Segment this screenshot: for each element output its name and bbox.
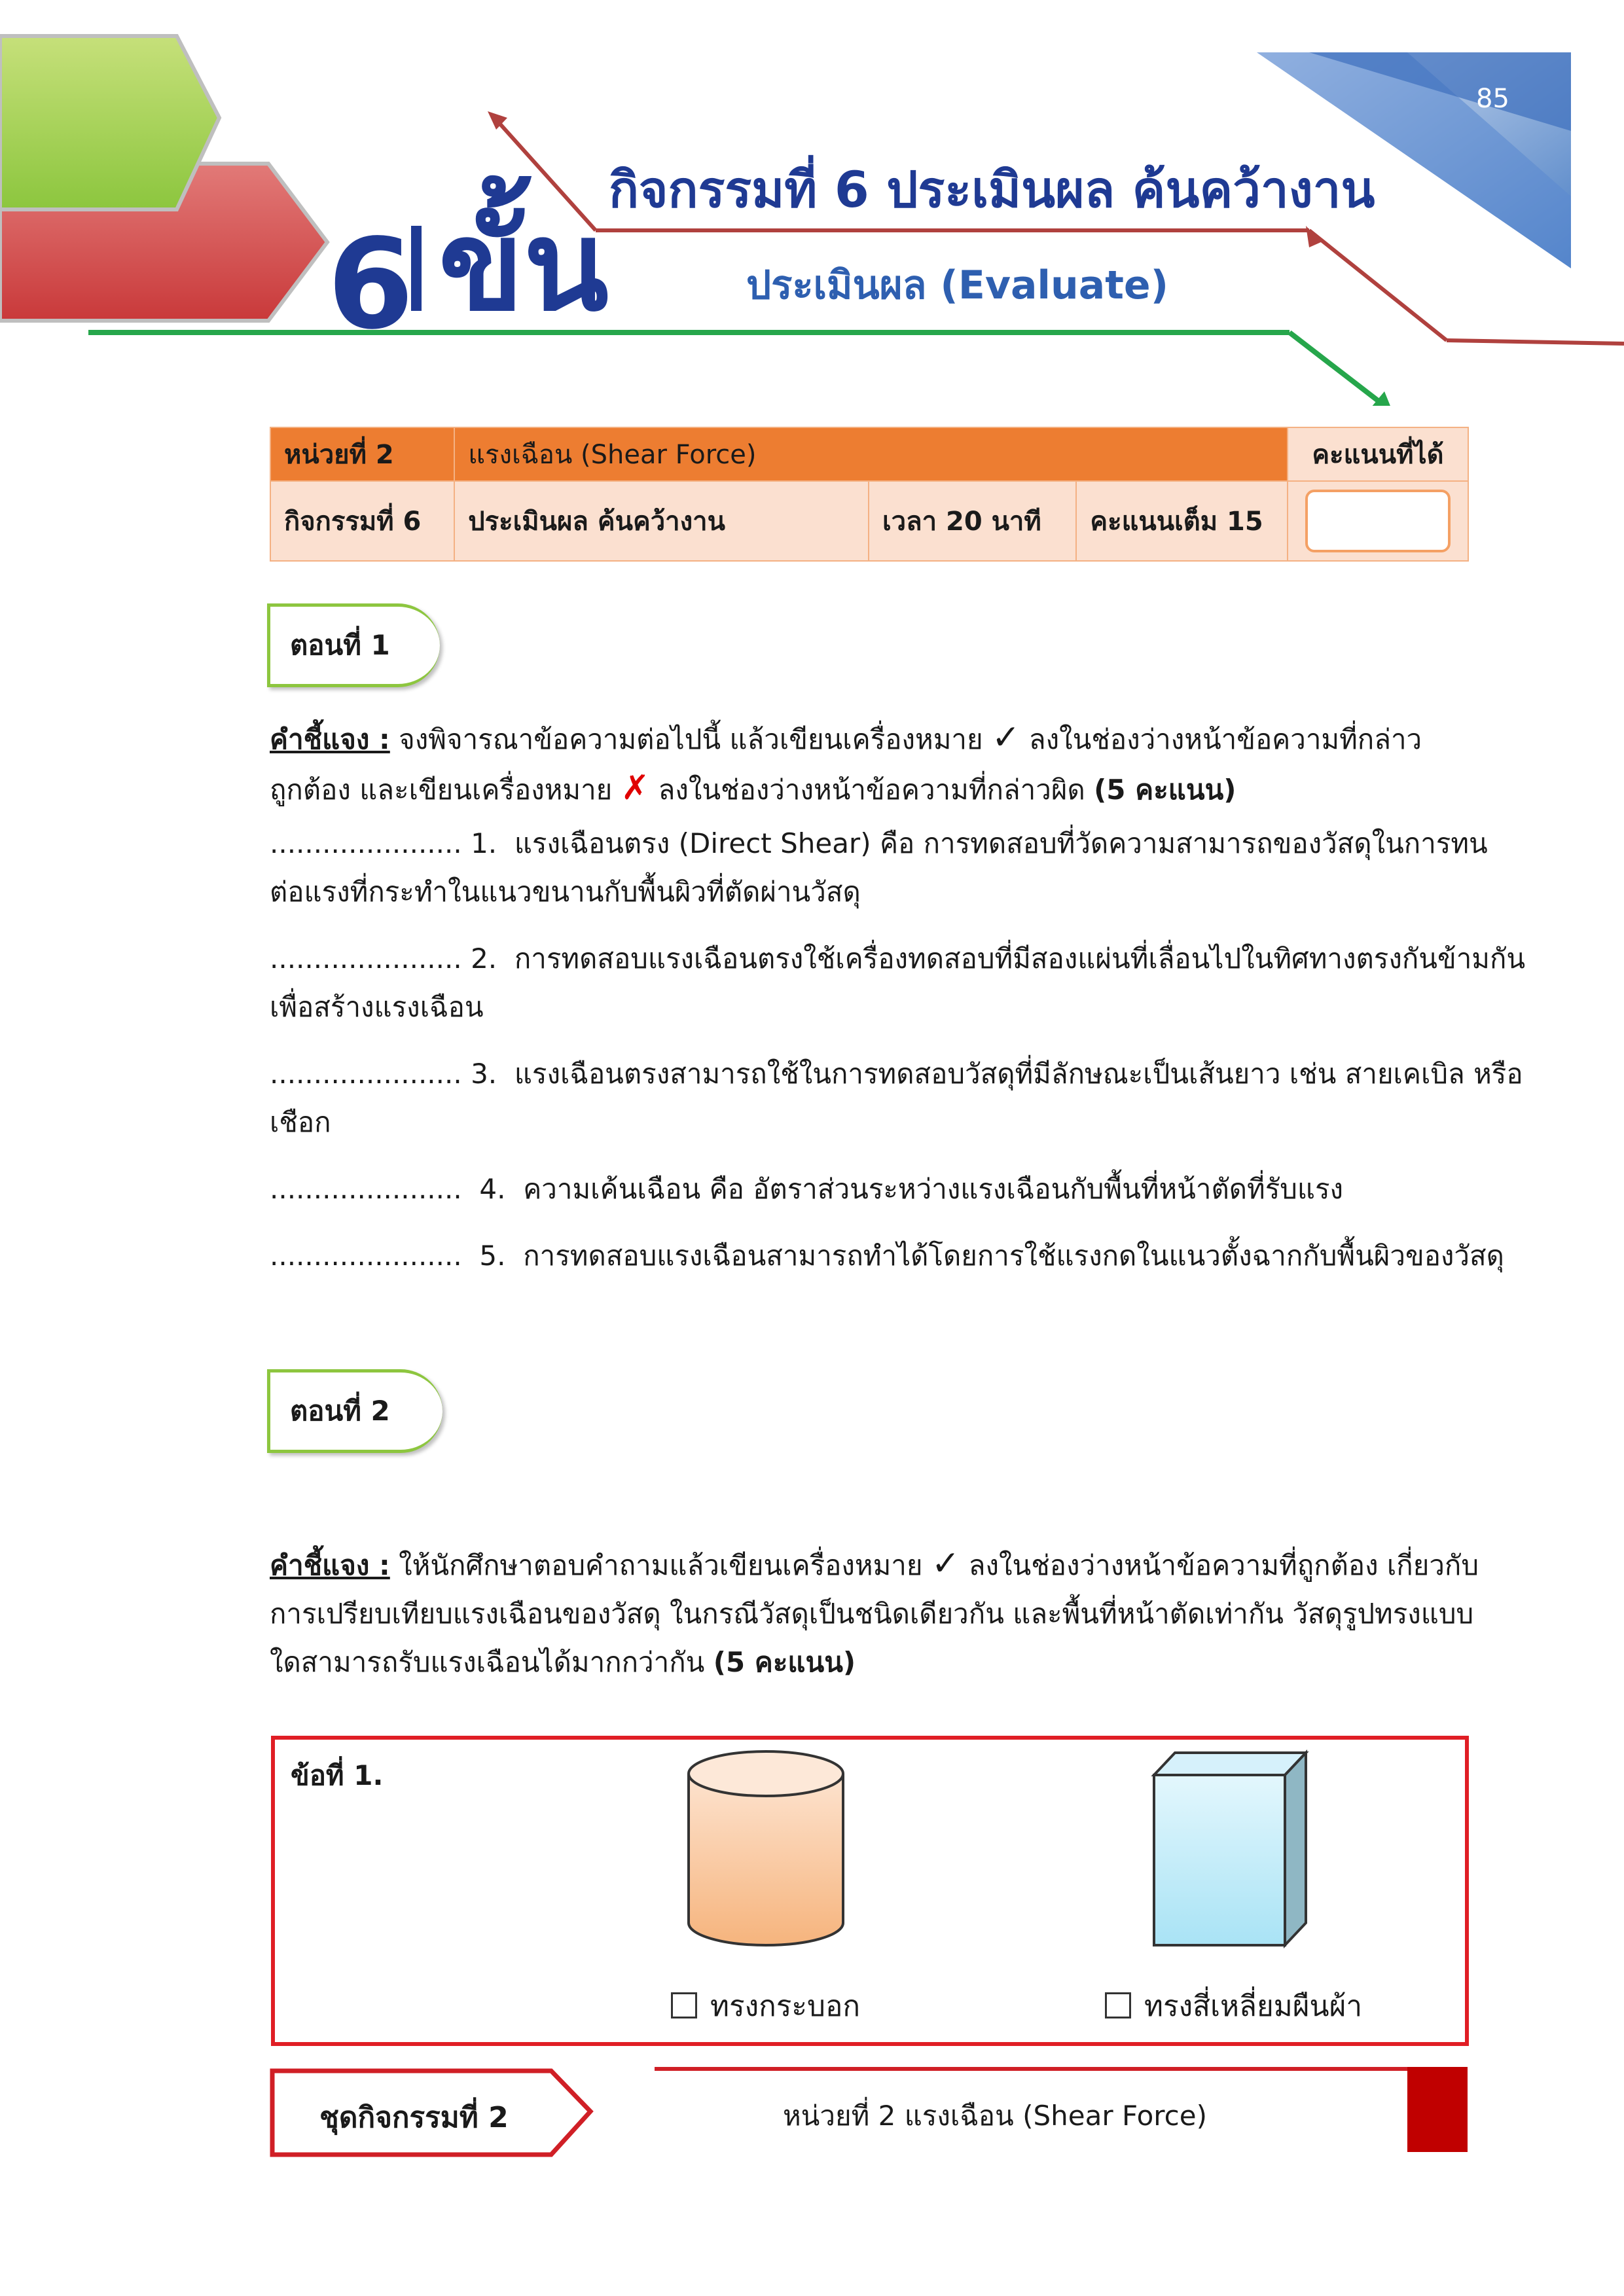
- answer-blank[interactable]: ......................: [270, 942, 462, 975]
- statement-item-1: [270, 819, 1488, 916]
- checkbox[interactable]: [671, 1992, 697, 2018]
- cross-mark-icon: ✗: [621, 768, 650, 808]
- footer-rule: [655, 2067, 1407, 2071]
- part1-instruction-text-c: ถูกต้อง และเขียนเครื่องหมาย: [270, 774, 613, 806]
- item-text-cont: เชือก: [270, 1106, 331, 1138]
- activity-label: กิจกรรมที่ 6: [270, 481, 454, 561]
- score-label: คะแนนที่ได้: [1288, 427, 1468, 481]
- part2-instruction-label: คำชี้แจง :: [270, 1549, 390, 1581]
- statement-item-5: [270, 1232, 1504, 1280]
- full-score: คะแนนเต็ม 15: [1076, 481, 1288, 561]
- item-text: แรงเฉือนตรงสามารถใช้ในการทดสอบวัสดุที่มีลักษณะเป็นเส้นยาว เช่น สายเคเบิล หรือ: [514, 1058, 1523, 1090]
- statement-item-4: [270, 1165, 1474, 1213]
- option-cylinder[interactable]: [671, 1983, 860, 2029]
- part2-tag: [267, 1369, 442, 1453]
- part2-instruction: [270, 1539, 1481, 1687]
- activity-title: กิจกรรมที่ 6 ประเมินผล ค้นคว้างาน: [609, 160, 1375, 219]
- part2-tag-label: ตอนที่ 2: [290, 1395, 390, 1427]
- checkbox[interactable]: [1105, 1992, 1131, 2018]
- check-mark-icon: ✓: [931, 1544, 960, 1583]
- footer-red-block: [1407, 2067, 1468, 2152]
- footer-unit-text: หน่วยที่ 2 แรงเฉือน (Shear Force): [783, 2100, 1207, 2132]
- item-number: 4.: [479, 1173, 506, 1205]
- part1-instruction-text-d: ลงในช่องว่างหน้าข้อความที่กล่าวผิด: [658, 774, 1085, 806]
- item-number: 2.: [471, 942, 497, 975]
- footer-set-label: ชุดกิจกรรมที่ 2: [319, 2101, 509, 2134]
- score-input-box[interactable]: [1305, 490, 1451, 552]
- item-number: 3.: [471, 1058, 497, 1090]
- part2-score: (5 คะแนน): [713, 1646, 856, 1678]
- part2-instruction-text-a: ให้นักศึกษาตอบคำถามแล้วเขียนเครื่องหมาย: [399, 1549, 923, 1581]
- answer-blank[interactable]: ......................: [270, 827, 462, 859]
- step-word: ขั้น: [439, 194, 609, 338]
- part1-instruction-text-a: จงพิจารณาข้อความต่อไปนี้ แล้วเขียนเครื่องหมาย: [399, 723, 983, 755]
- part1-instruction-label: คำชี้แจง :: [270, 723, 390, 755]
- rectangular-prism-shape: [1149, 1748, 1319, 1957]
- item-text: การทดสอบแรงเฉือนสามารถทำได้โดยการใช้แรงกดในแนวตั้งฉากกับพื้นผิวของวัสดุ: [523, 1240, 1504, 1272]
- answer-blank[interactable]: ......................: [270, 1058, 462, 1090]
- unit-label: หน่วยที่ 2: [270, 427, 454, 481]
- part1-instruction-text-b: ลงในช่องว่างหน้าข้อความที่กล่าว: [1028, 723, 1422, 755]
- question-label: ข้อที่ 1.: [291, 1759, 384, 1791]
- item-text-cont: เพื่อสร้างแรงเฉือน: [270, 991, 484, 1023]
- page-number: 85: [1476, 84, 1509, 114]
- item-number: 5.: [479, 1240, 506, 1272]
- option-prism-label: ทรงสี่เหลี่ยมผืนผ้า: [1144, 1990, 1363, 2023]
- option-cylinder-label: ทรงกระบอก: [710, 1990, 861, 2023]
- item-number: 1.: [471, 827, 497, 859]
- part1-instruction: [270, 713, 1481, 814]
- statement-item-3: [270, 1050, 1523, 1147]
- option-prism[interactable]: [1105, 1983, 1362, 2029]
- part2-instruction-text-c: การเปรียบเทียบแรงเฉือนของวัสดุ ในกรณีวัสดุเป็นชนิดเดียวกัน และพื้นที่หน้าตัดเท่ากัน วัสดุรูปทรงแบบ: [270, 1598, 1474, 1630]
- part1-score: (5 คะแนน): [1094, 774, 1236, 806]
- part1-tag: [267, 603, 440, 687]
- statement-item-2: [270, 935, 1526, 1031]
- step-number: 6: [327, 212, 414, 357]
- check-mark-icon: ✓: [991, 718, 1020, 757]
- activity-info-table: [270, 427, 1469, 562]
- score-cell: [1288, 481, 1468, 561]
- item-text: การทดสอบแรงเฉือนตรงใช้เครื่องทดสอบที่มีสองแผ่นที่เลื่อนไปในทิศทางตรงกันข้ามกัน: [514, 942, 1526, 975]
- item-text: ความเค้นเฉือน คือ อัตราส่วนระหว่างแรงเฉือนกับพื้นที่หน้าตัดที่รับแรง: [523, 1173, 1344, 1205]
- answer-blank[interactable]: ......................: [270, 1173, 462, 1205]
- item-text: แรงเฉือนตรง (Direct Shear) คือ การทดสอบที่วัดความสามารถของวัสดุในการทน: [514, 827, 1488, 859]
- activity-subtitle: ประเมินผล (Evaluate): [746, 262, 1168, 308]
- part2-instruction-text-d: ใดสามารถรับแรงเฉือนได้มากกว่ากัน: [270, 1646, 705, 1678]
- part1-tag-label: ตอนที่ 1: [290, 629, 390, 661]
- unit-name: แรงเฉือน (Shear Force): [454, 427, 1288, 481]
- part2-instruction-text-b: ลงในช่องว่างหน้าข้อความที่ถูกต้อง เกี่ยวกับ: [968, 1549, 1479, 1581]
- answer-blank[interactable]: ......................: [270, 1240, 462, 1272]
- cylinder-shape: [681, 1748, 851, 1957]
- item-text-cont: ต่อแรงที่กระทำในแนวขนานกับพื้นผิวที่ตัดผ่านวัสดุ: [270, 876, 861, 908]
- activity-name: ประเมินผล ค้นคว้างาน: [454, 481, 869, 561]
- time-limit: เวลา 20 นาที: [869, 481, 1076, 561]
